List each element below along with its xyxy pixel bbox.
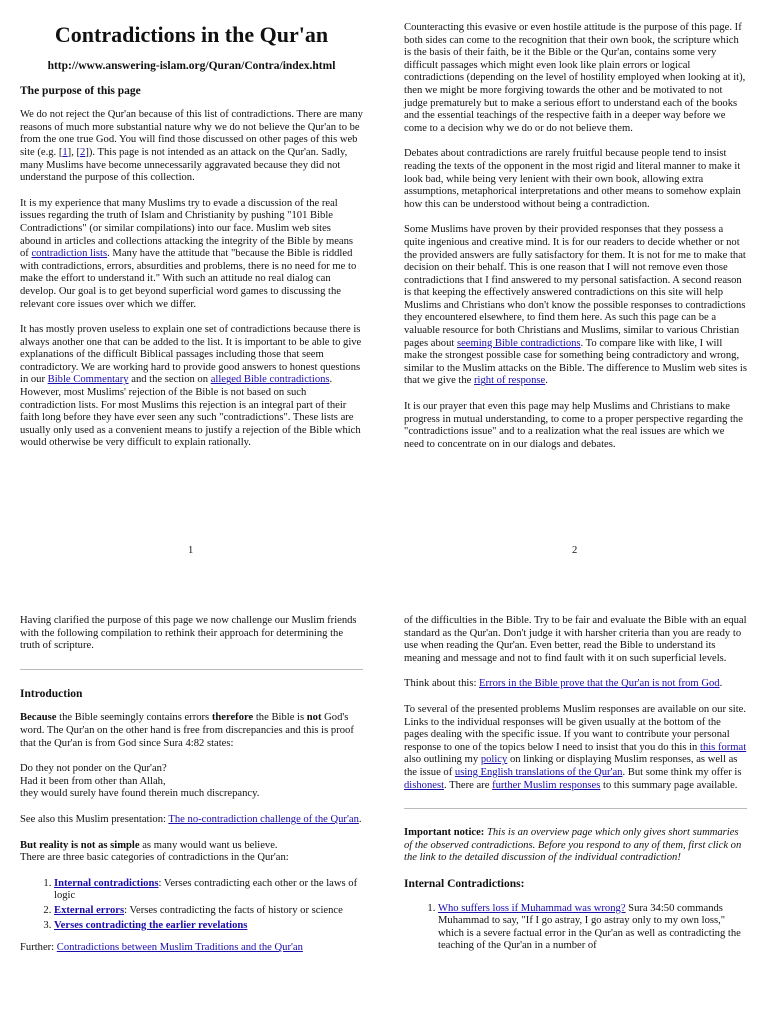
bible-commentary-link[interactable]: Bible Commentary (47, 374, 129, 386)
paragraph-5: Debates about contradictions are rarely fruitful because people tend to insist reading the texts of the opponent in the most rigid and literal manner to make it look bad, while being very lenient with their own book, allowing extra assumptions, metaphorical interpretations and other means to somehow explain how this can be understood without being a contradiction. (404, 148, 741, 210)
this-format-link[interactable]: this format (700, 741, 747, 753)
dishonest-link[interactable]: dishonest (404, 779, 445, 791)
alleged-bible-contradictions-link[interactable]: alleged Bible contradictions (210, 374, 330, 386)
paragraph-1: We do not reject the Qur'an because of this list of contradictions. There are many reasons of much more substantial nature why we do not believe the Qur'an to be from the one true God. You will find those discussed on other pages of this web site (e.g. [1], [2]). This page is not intended as an attack on the Qur'an. Sadly, many Muslims have become unnecessarily aggravated because they did not understand the purpose of this collection. (20, 109, 363, 184)
category-list (20, 878, 363, 932)
page-title: Contradictions in the Qur'an (54, 22, 329, 47)
source-url: http://www.answering-islam.org/Quran/Contra/index.html (47, 60, 336, 72)
english-translations-link[interactable]: using English translations of the Qur'an (454, 766, 623, 778)
important-notice: Important notice: This is an overview page which only gives short summaries of the observed contradictions. Before you respond to any of them, first click on the link to the detailed discussion of the individual contradiction! (404, 827, 742, 864)
ref-link-1[interactable]: 1 (62, 146, 68, 158)
divider (20, 669, 363, 670)
page-number-2: 2 (572, 545, 578, 556)
think-paragraph: Think about this: Errors in the Bible prove that the Qur'an is not from God. (404, 678, 723, 690)
no-contradiction-challenge-link[interactable]: The no-contradiction challenge of the Qur'an (168, 813, 359, 825)
paragraph-4: Counteracting this evasive or even hostile attitude is the purpose of this page. If both sides can come to the recognition that their own book, the scripture which is the basis of their faith, be it the Bible or the Qur'an, contains some very difficult passages which might even look like plain errors or logical contradictions (depending on the level of hostility employed when looking at it), then we might be more forgiving towards the other and be motivated to not judge prematurely but to make a serious effort to understand each of the books and the essential teachings of the respective faith in a deeper way before we come to a decision why we do or do not believe them. (404, 22, 746, 134)
page-number-1: 1 (188, 545, 194, 556)
list-item: 1. Internal contradictions: Verses contradicting each other or the laws of logic (54, 878, 363, 903)
seeming-bible-contradictions-link[interactable]: seeming Bible contradictions (456, 337, 581, 349)
paragraph-10: To several of the presented problems Muslim responses are available on our site. Links to the individual responses will be given usually at the bottom of the pages dealing with the specific issue. If you want to contribute your personal response to one of the topics below I need to insist that you do this in this format also outlining my policy on linking or displaying Muslim responses, as well as the issue of using English translations of the Qur'an. But some think my offer is dishonest. There are further Muslim responses to this summary page available. (404, 703, 747, 791)
paragraph-3: It has mostly proven useless to explain one set of contradictions because there is always another one that can be added to the list. It is important to be able to give explanations of the difficult Biblical passages including those that seem contradictory. We are working hard to provide good answers to honest questions in our Bible Commentary and the section on alleged Bible contradictions. However, most Muslims' rejection of the Bible is not based on such contradiction lists. For most Muslims this rejection is an integral part of their faith long before they have ever seen any such "contradictions". These lists are usually only used as a convenient means to justify a rejection of the Bible which would otherwise be very difficult to explain rationally. (20, 324, 362, 449)
earlier-revelations-link[interactable]: Verses contradicting the earlier revelations (54, 919, 248, 931)
further-paragraph: Further: Contradictions between Muslim Traditions and the Qur'an (20, 942, 303, 954)
internal-contradictions-heading: Internal Contradictions: (404, 877, 525, 890)
purpose-heading: The purpose of this page (20, 84, 141, 97)
page-3 (20, 615, 363, 968)
paragraph-7: It is our prayer that even this page may help Muslims and Christians to make progress in mutual understanding, to come to a proper perspective regarding the "contradictions issue" and to a realization what the real issues are which we need to concentrate on in our dialogs and debates. (404, 401, 743, 450)
paragraph-9: of the difficulties in the Bible. Try to be fair and evaluate the Bible with an equal standard as the Qur'an. Don't judge it with harsher criteria than you are ready to use when reading the Qur'an. Even better, read the Bible to understand its meaning and message and not to find fault with it on such superficial levels. (404, 615, 747, 664)
paragraph-6: Some Muslims have proven by their provided responses that they possess a quite ingenious and creative mind. It is for our readers to decide whether or not the provided answers are fully satisfactory for them. It is not for me to make that decision on their behalf. This is one reason that I will not remove even those contradictions that I find answered to my personal satisfaction. A second reason is that keeping the effectively answered contradictions on this site will help Muslims and Christians who don't know the possible responses to contradictions they encountered elsewhere, to find them here. As such this page can be a valuable resource for both Christians and Muslims, similar to various Christian pages about seeming Bible contradictions. To compare like with like, I will make the strongest possible case for something being contradictory and wrong, similar to the Muslim attacks on the Bible. The difference to Muslim web sites is that we give the right of response. (404, 224, 747, 387)
ref-link-2[interactable]: 2 (80, 146, 86, 158)
external-errors-link[interactable]: External errors (54, 904, 125, 916)
muslim-traditions-link[interactable]: Contradictions between Muslim Traditions and the Qur'an (56, 942, 303, 954)
internal-contradictions-link[interactable]: Internal contradictions (54, 877, 159, 889)
paragraph-2: It is my experience that many Muslims try to evade a discussion of the real issues regarding the truth of Islam and Christianity by pushing "101 Bible Contradictions" (or similar compilations) into our face. Muslim web sites abound in articles and collections attacking the integrity of the Bible by means of contradiction lists. Many have the attitude that "because the Bible is riddled with contradictions, errors, absurdities and problems, there is no need for me to make the effort to understand it." With such an attitude no real dialog can develop. Our goal is to get beyond superficial word games to discussing the relevant core issues over which we differ. (20, 197, 357, 310)
further-muslim-responses-link[interactable]: further Muslim responses (492, 779, 601, 791)
list-item (54, 920, 363, 933)
reality-paragraph: But reality is not as simple as many would want us believe. There are three basic categories of contradictions in the Qur'an: (20, 839, 289, 864)
paragraph-8: Having clarified the purpose of this page we now challenge our Muslim friends with the following compilation to rethink their approach for determining the truth of scripture. (20, 615, 357, 652)
introduction-heading: Introduction (20, 687, 83, 700)
intro-paragraph: Because the Bible seemingly contains errors therefore the Bible is not God's word. The Qur'an on the other hand is free from discrepancies and this is proof that the Qur'an is from God since Sura 4:82 states: (20, 712, 354, 749)
list-item: 1. Who suffers loss if Muhammad was wrong? Sura 34:50 commands Muhammad to say, "If I go astray, I go astray only to my own loss," which is a severe factual error in the Qur'an as well as contradicting the teaching of the Qur'an in a number of (438, 903, 747, 953)
see-also: See also this Muslim presentation: The no-contradiction challenge of the Qur'an. (20, 813, 362, 825)
sura-quote: Do they not ponder on the Qur'an? Had it been from other than Allah, they would surely have found therein much discrepancy. (20, 763, 260, 800)
divider (404, 808, 747, 809)
page-4 (404, 615, 747, 963)
right-of-response-link[interactable]: right of response (474, 375, 546, 387)
errors-in-bible-link[interactable]: Errors in the Bible prove that the Qur'an is not from God (479, 678, 720, 690)
page-1 (20, 22, 363, 463)
page-2 (404, 22, 747, 464)
internal-list (404, 903, 747, 953)
list-item: 2. External errors: Verses contradicting the facts of history or science (54, 905, 363, 918)
who-suffers-loss-link[interactable]: Who suffers loss if Muhammad was wrong? (438, 902, 626, 914)
policy-link[interactable]: policy (480, 754, 508, 766)
contradiction-lists-link[interactable]: contradiction lists (31, 248, 108, 260)
